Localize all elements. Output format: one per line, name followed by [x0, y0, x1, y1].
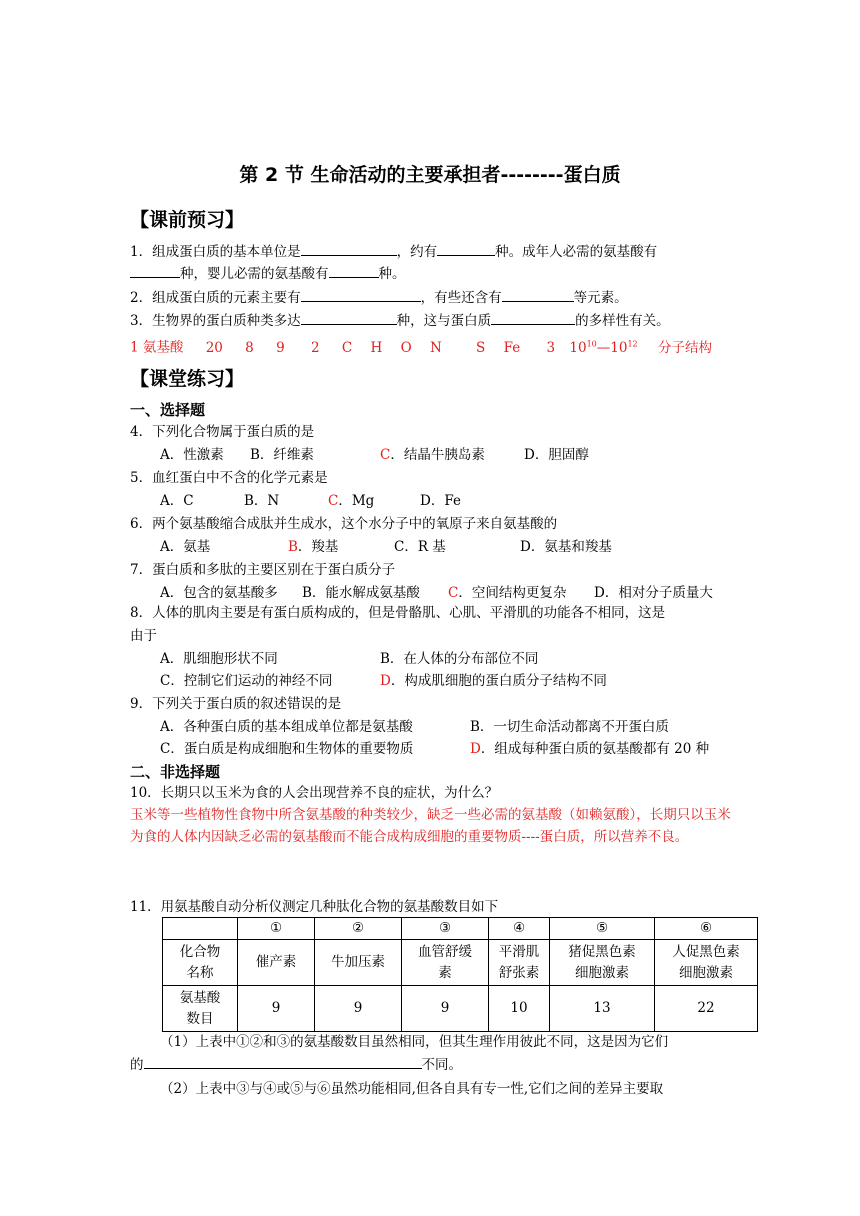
option-a: A．包含的氨基酸多 — [160, 585, 278, 601]
option-b-text: ．羧基 — [297, 539, 339, 555]
section-heading-preview: 【课前预习】 — [130, 209, 245, 231]
answer-range — [569, 340, 637, 356]
question-11-sub-1-line-1: （1）上表中①②和③的氨基酸数目虽然相同，但其生理作用彼此不同，这是因为它们 — [160, 1034, 669, 1050]
table-cell: 9 — [315, 986, 402, 1032]
question-11-sub-2: （2）上表中③与④或⑤与⑥虽然功能相同,但各自具有专一性,它们之间的差异主要取 — [160, 1081, 664, 1097]
answer-item: 20 — [205, 339, 223, 356]
table-cell: 催产素 — [238, 940, 315, 986]
option-c: C．蛋白质是构成细胞和生物体的重要物质 — [160, 741, 414, 757]
blank — [301, 241, 397, 256]
question-7-options — [160, 582, 713, 604]
answer-item: 8 — [245, 339, 254, 356]
option-b — [288, 536, 394, 558]
range-sep: —10 — [596, 339, 628, 356]
option-a: A．C — [160, 493, 194, 509]
question-8-options-row-2 — [160, 670, 607, 692]
table-header-row — [163, 918, 758, 940]
table-header-cell: ⑤ — [550, 918, 655, 940]
blank — [491, 310, 575, 325]
option-c-letter: C — [448, 585, 459, 601]
table-row-label: 化合物 名称 — [163, 940, 238, 986]
question-4-options — [160, 444, 589, 466]
option-c — [328, 490, 420, 512]
table-cell: 人促黑色素 细胞激素 — [655, 940, 758, 986]
question-8-stem-line-1: 8．人体的肌肉主要是有蛋白质构成的，但是骨骼肌、心肌、平滑肌的功能各不相同，这是 — [130, 605, 666, 621]
option-c: C．R 基 — [394, 539, 446, 555]
question-5-stem: 5．血红蛋白中不含的化学元素是 — [130, 470, 328, 486]
option-d-text: ．构成肌细胞的蛋白质分子结构不同 — [390, 673, 607, 689]
option-d-letter: D — [380, 673, 391, 689]
option-d: D．胆固醇 — [524, 447, 589, 463]
q2-text-c: 等元素。 — [573, 290, 628, 306]
part-heading-non-choice: 二、非选择题 — [130, 763, 221, 781]
option-d: D．氨基和羧基 — [520, 539, 612, 555]
option-a: A．氨基 — [160, 539, 211, 555]
option-d: D．Fe — [420, 493, 461, 509]
option-c-letter: C — [328, 493, 339, 509]
q1-text-e: 种。 — [378, 266, 406, 282]
option-c-letter: C — [380, 447, 391, 463]
option-b: B．一切生命活动都离不开蛋白质 — [470, 719, 669, 735]
table-row-label: 氨基酸 数目 — [163, 986, 238, 1032]
question-1-line-1 — [130, 241, 657, 263]
q3-text-a: 3．生物界的蛋白质种类多达 — [130, 313, 301, 329]
table-cell: 13 — [550, 986, 655, 1032]
answer-item: 1 氨基酸 — [130, 339, 184, 356]
option-b: B．纤维素 — [250, 447, 314, 463]
option-d-letter: D — [470, 741, 481, 757]
option-b-letter: B — [288, 539, 298, 555]
answer-item: 3 — [546, 339, 556, 356]
q3-text-b: 种，这与蛋白质 — [396, 313, 492, 329]
option-c — [380, 444, 524, 466]
range-start-exp: 10 — [586, 339, 597, 348]
page-title: 第 2 节 生命活动的主要承担者--------蛋白质 — [239, 164, 621, 186]
answer-item: 2 — [310, 339, 320, 356]
table-cell: 猪促黑色素 细胞激素 — [550, 940, 655, 986]
table-header-cell — [163, 918, 238, 940]
blank — [301, 310, 397, 325]
range-end-exp: 12 — [627, 339, 638, 348]
table-cell: 9 — [238, 986, 315, 1032]
answer-item: 分子结构 — [657, 339, 712, 356]
option-d — [380, 670, 607, 692]
answer-item: C — [341, 339, 353, 356]
option-c-text: ．Mg — [338, 493, 375, 509]
question-8-stem-line-2: 由于 — [130, 628, 157, 644]
question-1-line-2 — [130, 263, 406, 285]
option-d — [470, 738, 709, 760]
option-b: B．N — [244, 493, 280, 509]
question-10-answer: 玉米等一些植物性食物中所含氨基酸的种类较少，缺乏一些必需的氨基酸（如赖氨酸），长期只以玉米为食的人体内因缺乏必需的氨基酸而不能合成构成细胞的重要物质----蛋白质，所以营养不良。 — [130, 807, 731, 845]
q1-text-d: 种，婴儿必需的氨基酸有 — [180, 266, 329, 282]
answer-item: Fe — [503, 339, 521, 356]
blank — [329, 263, 379, 278]
table-cell: 22 — [655, 986, 758, 1032]
blank — [502, 287, 574, 302]
table-header-cell: ① — [238, 918, 315, 940]
table-row — [163, 940, 758, 986]
sub1-text-c: 不同。 — [421, 1057, 462, 1073]
part-heading-choice: 一、选择题 — [130, 401, 206, 419]
table-cell: 牛加压素 — [315, 940, 402, 986]
question-5-options — [160, 490, 461, 512]
option-b: B．能水解成氨基酸 — [302, 585, 420, 601]
answer-item: 9 — [276, 339, 285, 356]
q3-text-c: 的多样性有关。 — [575, 313, 670, 329]
table-cell: 平滑肌 舒张素 — [489, 940, 550, 986]
section-heading-practice: 【课堂练习】 — [130, 368, 245, 390]
answer-item: S — [476, 339, 486, 356]
option-c: C．控制它们运动的神经不同 — [160, 673, 333, 689]
question-9-options-row-1 — [160, 716, 669, 738]
question-7-stem: 7．蛋白质和多肽的主要区别在于蛋白质分子 — [130, 562, 396, 578]
answer-item: H — [370, 339, 383, 356]
table-cell: 9 — [402, 986, 489, 1032]
q2-text-b: ，有些还含有 — [420, 290, 502, 306]
answer-item: O — [400, 339, 412, 356]
question-4-stem: 4．下列化合物属于蛋白质的是 — [130, 424, 315, 440]
option-c-text: ．结晶牛胰岛素 — [390, 447, 485, 463]
question-10-stem: 10．长期只以玉米为食的人会出现营养不良的症状，为什么？ — [130, 785, 499, 801]
option-a: A．肌细胞形状不同 — [160, 651, 278, 667]
sub1-text-b: 的 — [130, 1057, 144, 1073]
blank — [130, 263, 180, 278]
blank — [144, 1054, 422, 1069]
option-a: A．性激素 — [160, 447, 224, 463]
answer-item: N — [429, 339, 442, 356]
question-3 — [130, 310, 670, 332]
q1-text-c: 种。成年人必需的氨基酸有 — [495, 244, 658, 260]
table-row — [163, 986, 758, 1032]
option-c — [448, 582, 594, 604]
q1-text-b: ，约有 — [396, 244, 438, 260]
table-cell: 血管舒缓 素 — [402, 940, 489, 986]
range-start: 10 — [569, 339, 587, 356]
question-2 — [130, 287, 628, 309]
question-9-options-row-2 — [160, 738, 709, 760]
option-d: D．相对分子质量大 — [594, 585, 713, 601]
q2-text-a: 2．组成蛋白质的元素主要有 — [130, 290, 301, 306]
table-header-cell: ⑥ — [655, 918, 758, 940]
question-11-sub-1-line-2 — [130, 1054, 462, 1076]
option-d-text: ．组成每种蛋白质的氨基酸都有 20 种 — [480, 741, 710, 757]
question-6-options — [160, 536, 612, 558]
question-9-stem: 9．下列关于蛋白质的叙述错误的是 — [130, 696, 342, 712]
table-cell: 10 — [489, 986, 550, 1032]
blank — [301, 287, 421, 302]
table-header-cell: ④ — [489, 918, 550, 940]
q1-text-a: 1．组成蛋白质的基本单位是 — [130, 244, 301, 260]
question-11-stem: 11．用氨基酸自动分析仪测定几种肽化合物的氨基酸数目如下 — [130, 899, 499, 915]
amino-acid-table — [162, 917, 758, 1032]
question-8-options-row-1 — [160, 648, 538, 670]
question-6-stem: 6．两个氨基酸缩合成肽并生成水，这个水分子中的氧原子来自氨基酸的 — [130, 516, 558, 532]
option-a: A．各种蛋白质的基本组成单位都是氨基酸 — [160, 719, 413, 735]
option-b: B．在人体的分布部位不同 — [380, 651, 539, 667]
table-header-cell: ② — [315, 918, 402, 940]
table-header-cell: ③ — [402, 918, 489, 940]
preview-answers — [130, 333, 712, 359]
option-c-text: ．空间结构更复杂 — [458, 585, 567, 601]
blank — [437, 241, 495, 256]
